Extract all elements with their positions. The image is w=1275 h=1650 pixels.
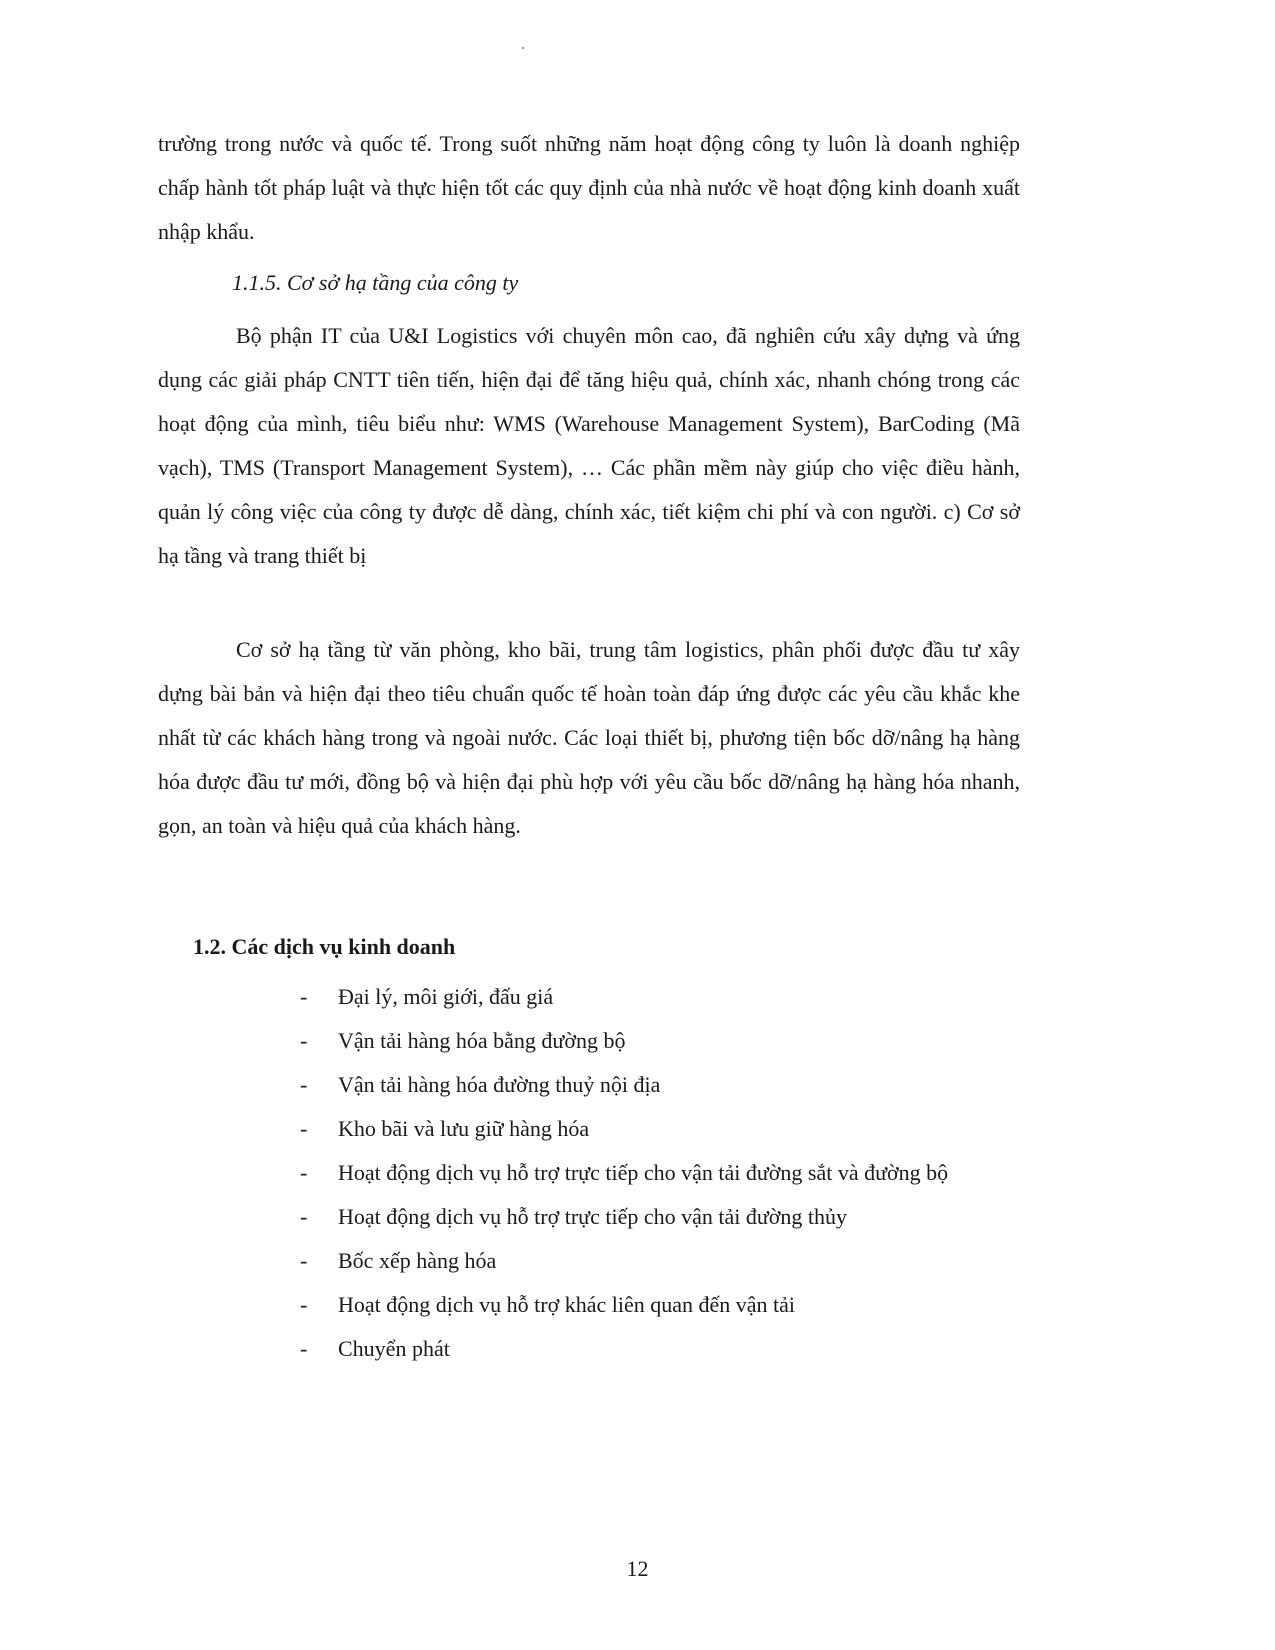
dash-bullet: - <box>300 1072 308 1097</box>
list-item-text: Đại lý, môi giới, đấu giá <box>338 984 554 1009</box>
list-item-text: Vận tải hàng hóa bằng đường bộ <box>338 1028 626 1053</box>
dash-bullet: - <box>300 1248 308 1273</box>
list-item <box>300 1063 1020 1107</box>
it-paragraph: Bộ phận IT của U&I Logistics với chuyên môn cao, đã nghiên cứu xây dựng và ứng dụng các giải pháp CNTT tiên tiến, hiện đại để tăng hiệu quả, chính xác, nhanh chóng trong các hoạt động của mình, tiêu biểu như: WMS (Warehouse Management System), BarCoding (Mã vạch), TMS (Transport Management System), … Các phần mềm này giúp cho việc điều hành, quản lý công việc của công ty được dễ dàng, chính xác, tiết kiệm chi phí và con người. c) Cơ sở hạ tầng và trang thiết bị <box>158 323 1020 568</box>
list-item <box>300 975 1020 1019</box>
list-item-text: Chuyển phát <box>338 1336 450 1361</box>
section-heading-1-2: 1.2. Các dịch vụ kinh doanh <box>193 934 456 959</box>
list-item <box>300 1239 1020 1283</box>
list-item <box>300 1151 1020 1195</box>
list-item-text: Hoạt động dịch vụ hỗ trợ trực tiếp cho vận tải đường sắt và đường bộ <box>338 1160 949 1185</box>
list-item <box>300 1327 1020 1371</box>
list-item <box>300 1195 1020 1239</box>
infrastructure-paragraph: Cơ sở hạ tầng từ văn phòng, kho bãi, trung tâm logistics, phân phối được đầu tư xây dựng bài bản và hiện đại theo tiêu chuẩn quốc tế hoàn toàn đáp ứng được các yêu cầu khắc khe nhất từ các khách hàng trong và ngoài nước. Các loại thiết bị, phương tiện bốc dỡ/nâng hạ hàng hóa được đầu tư mới, đồng bộ và hiện đại phù hợp với yêu cầu bốc dỡ/nâng hạ hàng hóa nhanh, gọn, an toàn và hiệu quả của khách hàng. <box>158 637 1020 838</box>
scan-speck <box>522 47 524 49</box>
list-item <box>300 1283 1020 1327</box>
dash-bullet: - <box>300 1028 308 1053</box>
section-heading-1-1-5: 1.1.5. Cơ sở hạ tầng của công ty <box>232 270 519 295</box>
list-item-text: Hoạt động dịch vụ hỗ trợ trực tiếp cho vận tải đường thủy <box>338 1204 848 1229</box>
dash-bullet: - <box>300 984 308 1009</box>
services-list <box>300 975 1020 1371</box>
page-number: 12 <box>626 1556 649 1581</box>
list-item <box>300 1107 1020 1151</box>
list-item-text: Kho bãi và lưu giữ hàng hóa <box>338 1116 590 1141</box>
dash-bullet: - <box>300 1116 308 1141</box>
dash-bullet: - <box>300 1160 308 1185</box>
list-item-text: Hoạt động dịch vụ hỗ trợ khác liên quan đến vận tải <box>338 1292 796 1317</box>
intro-paragraph: trường trong nước và quốc tế. Trong suốt những năm hoạt động công ty luôn là doanh nghiệp chấp hành tốt pháp luật và thực hiện tốt các quy định của nhà nước về hoạt động kinh doanh xuất nhập khẩu. <box>158 131 1020 244</box>
dash-bullet: - <box>300 1336 308 1361</box>
dash-bullet: - <box>300 1204 308 1229</box>
list-item <box>300 1019 1020 1063</box>
list-item-text: Vận tải hàng hóa đường thuỷ nội địa <box>338 1072 661 1097</box>
dash-bullet: - <box>300 1292 308 1317</box>
list-item-text: Bốc xếp hàng hóa <box>338 1248 497 1273</box>
